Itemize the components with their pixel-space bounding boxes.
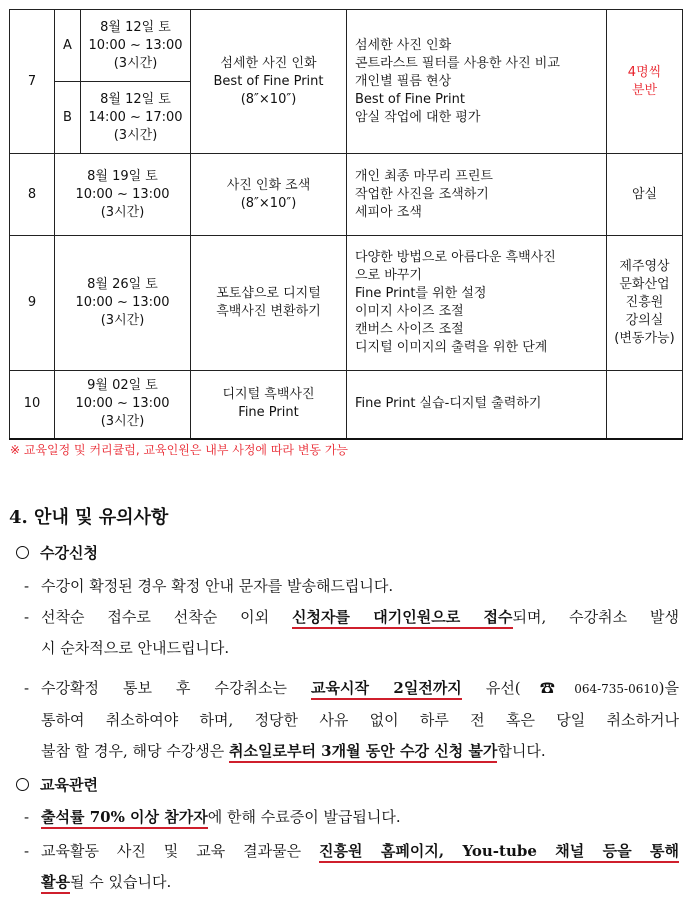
list-item [24, 571, 679, 602]
session-duration: (3시간) [100, 313, 145, 328]
item-text [41, 602, 679, 633]
item-text-continued: 시 순차적으로 안내드립니다. [41, 639, 230, 657]
emphasis-text: 출석률 70% 이상 참가자 [41, 808, 208, 829]
schedule-footnote: ※ 교육일정 및 커리큘럼, 교육인원은 내부 사정에 따라 변동 가능 [10, 443, 349, 457]
subsection-title [16, 542, 98, 563]
content-line: 캔버스 사이즈 조절 [355, 322, 464, 337]
list-item [24, 673, 679, 767]
session-number: 8 [10, 154, 55, 236]
session-time: 14:00 ~ 17:00 [88, 109, 183, 125]
topic-line: 섬세한 사진 인화 [220, 55, 317, 71]
session-topic [191, 236, 347, 371]
text-run: 불참 할 경우, 해당 수강생은 [41, 742, 229, 760]
topic-line: (8″×10″) [240, 91, 297, 107]
session-schedule [81, 82, 191, 154]
topic-line: Fine Print [238, 405, 299, 421]
phone-icon: ☎ [520, 679, 575, 697]
session-time: 10:00 ~ 13:00 [75, 186, 170, 202]
item-text-continued [41, 867, 679, 898]
phone-number: 064-735-0610 [574, 682, 659, 696]
topic-line: 포토샵으로 디지털 [216, 286, 321, 301]
note-line: 분반 [631, 82, 658, 98]
text-run: 유선( [461, 679, 521, 697]
content-line: 디지털 이미지의 출력을 위한 단계 [355, 340, 548, 355]
list-item [24, 836, 679, 898]
note-line: 4명씩 [627, 64, 662, 80]
session-schedule [81, 10, 191, 82]
session-topic [191, 10, 347, 154]
session-date: 8월 12일 토 [100, 19, 171, 35]
text-run: 선착순 접수로 선착순 이외 [41, 608, 292, 626]
subsection-label: 교육관련 [40, 776, 98, 794]
content-line: 다양한 방법으로 아름다운 흑백사진 [355, 250, 556, 265]
session-schedule [55, 236, 191, 371]
session-time: 10:00 ~ 13:00 [75, 295, 170, 310]
topic-line: (8″×10″) [240, 195, 297, 211]
session-duration: (3시간) [100, 414, 145, 430]
content-line: 콘트라스트 필터를 사용한 사진 비교 [355, 55, 560, 71]
dash-bullet: - [24, 577, 30, 595]
session-number: 9 [10, 236, 55, 371]
session-duration: (3시간) [113, 127, 158, 143]
item-text-continued: 통하여 취소하여야 하며, 정당한 사유 없이 하루 전 혹은 당일 취소하거나 [41, 711, 679, 729]
table-row [10, 10, 683, 82]
circle-bullet-icon [16, 778, 29, 791]
session-number: 10 [10, 371, 55, 439]
note-line: 강의실 [625, 313, 664, 328]
note-line: 암실 [631, 186, 658, 202]
note-line: (변동가능) [614, 331, 675, 346]
content-line: 작업한 사진을 조색하기 [355, 186, 489, 202]
topic-line: 사진 인화 조색 [226, 177, 311, 193]
topic-line: 디지털 흑백사진 [222, 387, 315, 403]
content-line: Best of Fine Print [355, 91, 465, 107]
text-run: 수강확정 통보 후 수강취소는 [41, 679, 311, 697]
emphasis-text: 신청자를 대기인원으로 접수 [292, 608, 513, 629]
text-run: 될 수 있습니다. [69, 873, 172, 891]
emphasis-text: 진흥원 홈페이지, You-tube 채널 등을 통해 [319, 842, 679, 863]
schedule-table [9, 9, 683, 440]
session-content [347, 371, 607, 439]
dash-bullet: - [24, 842, 30, 860]
content-line: 으로 바꾸기 [355, 268, 422, 283]
session-topic [191, 371, 347, 439]
note-line: 제주영상 [619, 259, 670, 274]
session-date: 9월 02일 토 [87, 378, 158, 394]
session-content [347, 154, 607, 236]
session-note [607, 371, 683, 439]
text-run: 에 한해 수료증이 발급됩니다. [207, 808, 401, 826]
session-time: 10:00 ~ 13:00 [88, 37, 183, 53]
content-line: Fine Print 실습-디지털 출력하기 [355, 396, 542, 412]
session-note [607, 154, 683, 236]
emphasis-text: 교육시작 2일전까지 [311, 679, 462, 700]
item-text: 수강이 확정된 경우 확정 안내 문자를 발송해드립니다. [41, 577, 394, 595]
dash-bullet: - [24, 679, 30, 697]
content-line: Fine Print를 위한 설정 [355, 286, 487, 301]
item-text-continued [41, 736, 679, 767]
session-time: 10:00 ~ 13:00 [75, 396, 170, 412]
table-row [10, 154, 683, 236]
group-label: A [55, 10, 81, 82]
session-content [347, 10, 607, 154]
content-line: 이미지 사이즈 조절 [355, 304, 464, 319]
content-line: 암실 작업에 대한 평가 [355, 109, 481, 125]
session-number: 7 [10, 10, 55, 154]
session-schedule [55, 154, 191, 236]
session-date: 8월 26일 토 [87, 277, 158, 292]
list-item [24, 802, 679, 833]
text-run: 합니다. [497, 742, 546, 760]
item-text [41, 802, 679, 833]
session-duration: (3시간) [100, 204, 145, 220]
note-line: 진흥원 [625, 295, 664, 310]
group-label: B [55, 82, 81, 154]
content-line: 세피아 조색 [355, 204, 422, 220]
list-item [24, 602, 679, 664]
emphasis-text: 활용 [41, 873, 70, 894]
session-schedule [55, 371, 191, 439]
section-heading: 4. 안내 및 유의사항 [9, 507, 169, 528]
content-line: 섬세한 사진 인화 [355, 37, 452, 53]
table-row [10, 371, 683, 439]
note-line: 문화산업 [619, 277, 670, 292]
text-run: )을 [658, 679, 679, 697]
table-row [10, 236, 683, 371]
session-topic [191, 154, 347, 236]
emphasis-text: 취소일로부터 3개월 동안 수강 신청 불가 [229, 742, 497, 763]
circle-bullet-icon [16, 546, 29, 559]
content-line: 개인별 필름 현상 [355, 73, 452, 89]
item-text [41, 836, 679, 867]
session-content [347, 236, 607, 371]
text-run: 교육활동 사진 및 교육 결과물은 [41, 842, 320, 860]
session-date: 8월 19일 토 [87, 168, 158, 184]
session-note [607, 10, 683, 154]
dash-bullet: - [24, 808, 30, 826]
text-run: 되며, 수강취소 발생 [512, 608, 679, 626]
subsection-title [16, 774, 98, 795]
session-duration: (3시간) [113, 55, 158, 71]
dash-bullet: - [24, 608, 30, 626]
topic-line: Best of Fine Print [213, 73, 324, 89]
session-date: 8월 12일 토 [100, 91, 171, 107]
item-text [41, 673, 679, 705]
topic-line: 흑백사진 변환하기 [216, 304, 321, 319]
subsection-label: 수강신청 [40, 544, 98, 562]
content-line: 개인 최종 마무리 프린트 [355, 168, 493, 184]
session-note [607, 236, 683, 371]
